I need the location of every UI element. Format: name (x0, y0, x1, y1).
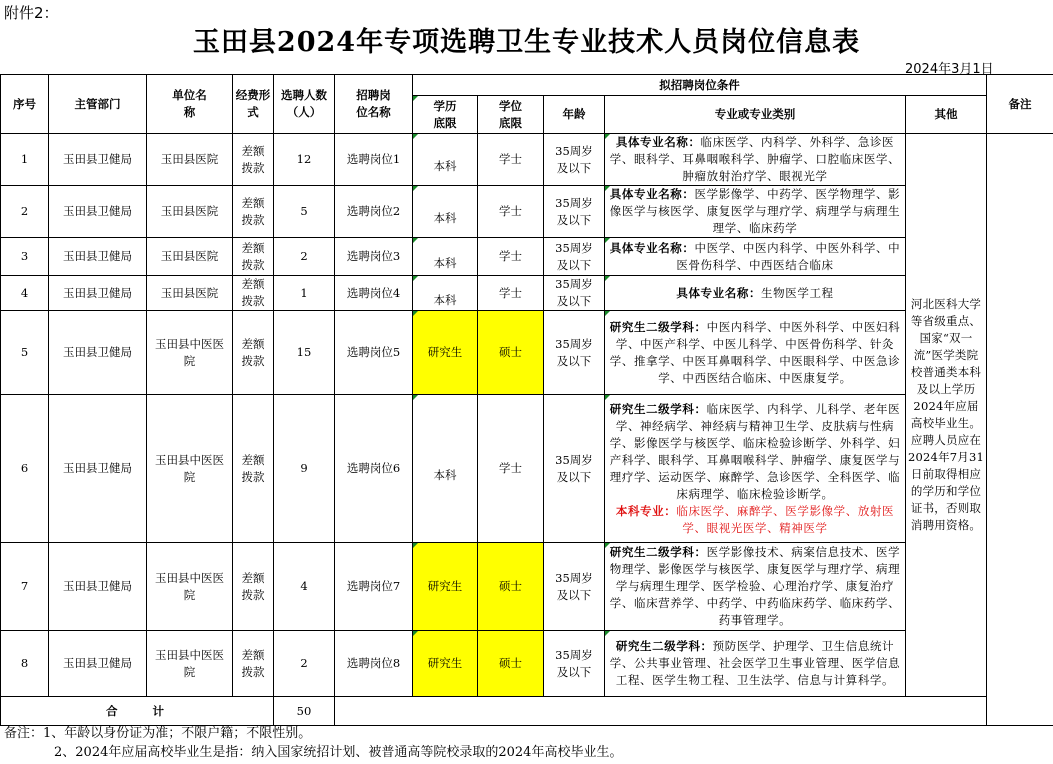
footnote-1: 备注：1、年龄以身份证为准；不限户籍；不限性别。 (4, 726, 312, 741)
header-degree: 学位底限 (478, 96, 544, 134)
row-post: 选聘岗位6 (335, 395, 413, 543)
major-text: 生物医学工程 (761, 285, 834, 300)
position-table (0, 74, 1053, 726)
total-value: 50 (274, 697, 335, 726)
remark-cell (987, 134, 1053, 726)
header-seq: 序号 (1, 75, 49, 134)
row-fund: 差额拨款 (233, 543, 274, 631)
row-edu: 本科 (413, 238, 478, 276)
major-text: 临床医学、内科学、儿科学、老年医学、神经病学、神经病与精神卫生学、皮肤病与性病学、影像医学与核医学、临床检验诊断学、外科学、妇产科学、眼科学、耳鼻咽喉科学、肿瘤学、康复医学与理疗学、运动医学、麻醉学、急诊医学、全科医学、临床病理学、临床检验诊断学。 (609, 401, 901, 501)
row-dept: 玉田县卫健局 (49, 238, 147, 276)
major-label: 研究生二级学科： (609, 401, 707, 416)
row-edu: 本科 (413, 276, 478, 311)
total-label: 合 计 (1, 697, 274, 726)
row-degree: 学士 (478, 238, 544, 276)
row-post: 选聘岗位5 (335, 311, 413, 395)
row-major (605, 134, 906, 186)
table-row (1, 276, 1053, 311)
row-age: 35周岁及以下 (544, 395, 605, 543)
page-title: 玉田县2024年专项选聘卫生专业技术人员岗位信息表 (192, 27, 861, 58)
row-age: 35周岁及以下 (544, 311, 605, 395)
row-dept: 玉田县卫健局 (49, 186, 147, 238)
row-dept: 玉田县卫健局 (49, 543, 147, 631)
header-fund: 经费形式 (233, 75, 274, 134)
row-count: 9 (274, 395, 335, 543)
row-seq: 8 (1, 631, 49, 697)
row-major (605, 186, 906, 238)
row-degree: 硕士 (478, 543, 544, 631)
row-count: 2 (274, 631, 335, 697)
row-dept: 玉田县卫健局 (49, 311, 147, 395)
row-seq: 4 (1, 276, 49, 311)
row-degree: 学士 (478, 395, 544, 543)
major-text-undergrad: 临床医学、麻醉学、医学影像学、放射医学、眼视光医学、精神医学 (676, 503, 895, 535)
major-text: 医学影像学、中药学、医学物理学、影像医学与核医学、康复医学与理疗学、病理学与病理生理学、临床药学 (609, 187, 901, 235)
table-row (1, 311, 1053, 395)
major-label: 研究生二级学科： (609, 319, 707, 334)
row-unit: 玉田县医院 (147, 238, 233, 276)
row-degree: 硕士 (478, 311, 544, 395)
major-label: 研究生二级学科： (615, 639, 713, 653)
table-row (1, 186, 1053, 238)
row-dept: 玉田县卫健局 (49, 631, 147, 697)
header-conditions: 拟招聘岗位条件 (413, 75, 987, 96)
header-remark: 备注 (987, 75, 1053, 134)
row-seq: 3 (1, 238, 49, 276)
row-fund: 差额拨款 (233, 311, 274, 395)
row-count: 5 (274, 186, 335, 238)
row-age: 35周岁及以下 (544, 186, 605, 238)
table-row (1, 238, 1053, 276)
row-count: 2 (274, 238, 335, 276)
row-post: 选聘岗位1 (335, 134, 413, 186)
row-degree: 学士 (478, 134, 544, 186)
row-post: 选聘岗位2 (335, 186, 413, 238)
row-post: 选聘岗位4 (335, 276, 413, 311)
row-post: 选聘岗位8 (335, 631, 413, 697)
major-text: 预防医学、护理学、卫生信息统计学、公共事业管理、社会医学卫生事业管理、医学信息工程、医学生物工程、卫生法学、信息与计算科学。 (609, 639, 901, 687)
total-row (1, 697, 1053, 726)
row-fund: 差额拨款 (233, 134, 274, 186)
row-fund: 差额拨款 (233, 631, 274, 697)
row-edu: 本科 (413, 395, 478, 543)
row-major (605, 543, 906, 631)
major-label: 具体专业名称： (609, 187, 695, 201)
major-text: 临床医学、内科学、外科学、急诊医学、眼科学、耳鼻咽喉科学、肿瘤学、口腔临床医学、肿瘤放射治疗学、眼视光学 (609, 135, 901, 183)
row-unit: 玉田县医院 (147, 134, 233, 186)
row-count: 12 (274, 134, 335, 186)
row-age: 35周岁及以下 (544, 134, 605, 186)
header-age: 年龄 (544, 96, 605, 134)
major-label: 具体专业名称： (609, 240, 695, 255)
table-row (1, 134, 1053, 186)
header-edu: 学历底限 (413, 96, 478, 134)
row-edu: 研究生 (413, 311, 478, 395)
footnotes (4, 724, 622, 762)
table-row (1, 395, 1053, 543)
header-count: 选聘人数（人） (274, 75, 335, 134)
row-major (605, 276, 906, 311)
row-age: 35周岁及以下 (544, 543, 605, 631)
row-major (605, 631, 906, 697)
row-dept: 玉田县卫健局 (49, 276, 147, 311)
table-date: 2024年3月1日 (905, 62, 994, 77)
header-post: 招聘岗位名称 (335, 75, 413, 134)
row-unit: 玉田县中医医院 (147, 631, 233, 697)
major-label: 具体专业名称： (676, 285, 762, 300)
row-edu: 研究生 (413, 631, 478, 697)
header-unit: 单位名称 (147, 75, 233, 134)
table-row (1, 631, 1053, 697)
row-seq: 5 (1, 311, 49, 395)
row-edu: 本科 (413, 134, 478, 186)
row-major (605, 395, 906, 543)
row-post: 选聘岗位3 (335, 238, 413, 276)
header-other: 其他 (906, 96, 987, 134)
row-major (605, 311, 906, 395)
row-unit: 玉田县医院 (147, 186, 233, 238)
row-count: 15 (274, 311, 335, 395)
row-degree: 学士 (478, 276, 544, 311)
table-row (1, 543, 1053, 631)
header-dept: 主管部门 (49, 75, 147, 134)
attachment-label: 附件2： (4, 4, 59, 22)
row-edu: 本科 (413, 186, 478, 238)
row-fund: 差额拨款 (233, 276, 274, 311)
row-unit: 玉田县医院 (147, 276, 233, 311)
total-blank (335, 697, 987, 726)
row-fund: 差额拨款 (233, 238, 274, 276)
row-degree: 硕士 (478, 631, 544, 697)
header-major: 专业或专业类别 (605, 96, 906, 134)
footnote-2: 2、2024年应届高校毕业生是指：纳入国家统招计划、被普通高等院校录取的2024年高校毕业生。 (54, 745, 623, 760)
other-requirements: 河北医科大学等省级重点、国家“双一流”医学类院校普通类本科及以上学历2024年应届高校毕业生。应聘人员应在2024年7月31日前取得相应的学历和学位证书，否则取消聘用资格。 (906, 134, 987, 697)
row-fund: 差额拨款 (233, 395, 274, 543)
row-dept: 玉田县卫健局 (49, 395, 147, 543)
row-seq: 7 (1, 543, 49, 631)
row-age: 35周岁及以下 (544, 238, 605, 276)
major-label: 具体专业名称： (615, 135, 701, 149)
row-seq: 1 (1, 134, 49, 186)
row-degree: 学士 (478, 186, 544, 238)
row-count: 1 (274, 276, 335, 311)
row-unit: 玉田县中医医院 (147, 543, 233, 631)
row-age: 35周岁及以下 (544, 276, 605, 311)
major-label-undergrad: 本科专业： (615, 503, 677, 518)
row-age: 35周岁及以下 (544, 631, 605, 697)
row-seq: 2 (1, 186, 49, 238)
row-edu: 研究生 (413, 543, 478, 631)
row-unit: 玉田县中医医院 (147, 311, 233, 395)
row-unit: 玉田县中医医院 (147, 395, 233, 543)
row-major (605, 238, 906, 276)
row-post: 选聘岗位7 (335, 543, 413, 631)
major-label: 研究生二级学科： (609, 545, 707, 559)
row-dept: 玉田县卫健局 (49, 134, 147, 186)
row-seq: 6 (1, 395, 49, 543)
major-text: 医学影像技术、病案信息技术、医学物理学、影像医学与核医学、康复医学与理疗学、病理学与病理生理学、医学检验、心理治疗学、康复治疗学、临床营养学、中药学、中药临床药学、临床药学、药事管理学。 (609, 545, 901, 627)
row-count: 4 (274, 543, 335, 631)
major-text: 中医内科学、中医外科学、中医妇科学、中医产科学、中医儿科学、中医骨伤科学、针灸学、推拿学、中医耳鼻咽科学、中医眼科学、中医急诊学、中西医结合临床、中医康复学。 (609, 319, 901, 385)
row-fund: 差额拨款 (233, 186, 274, 238)
major-text: 中医学、中医内科学、中医外科学、中医骨伤科学、中西医结合临床 (676, 240, 901, 272)
